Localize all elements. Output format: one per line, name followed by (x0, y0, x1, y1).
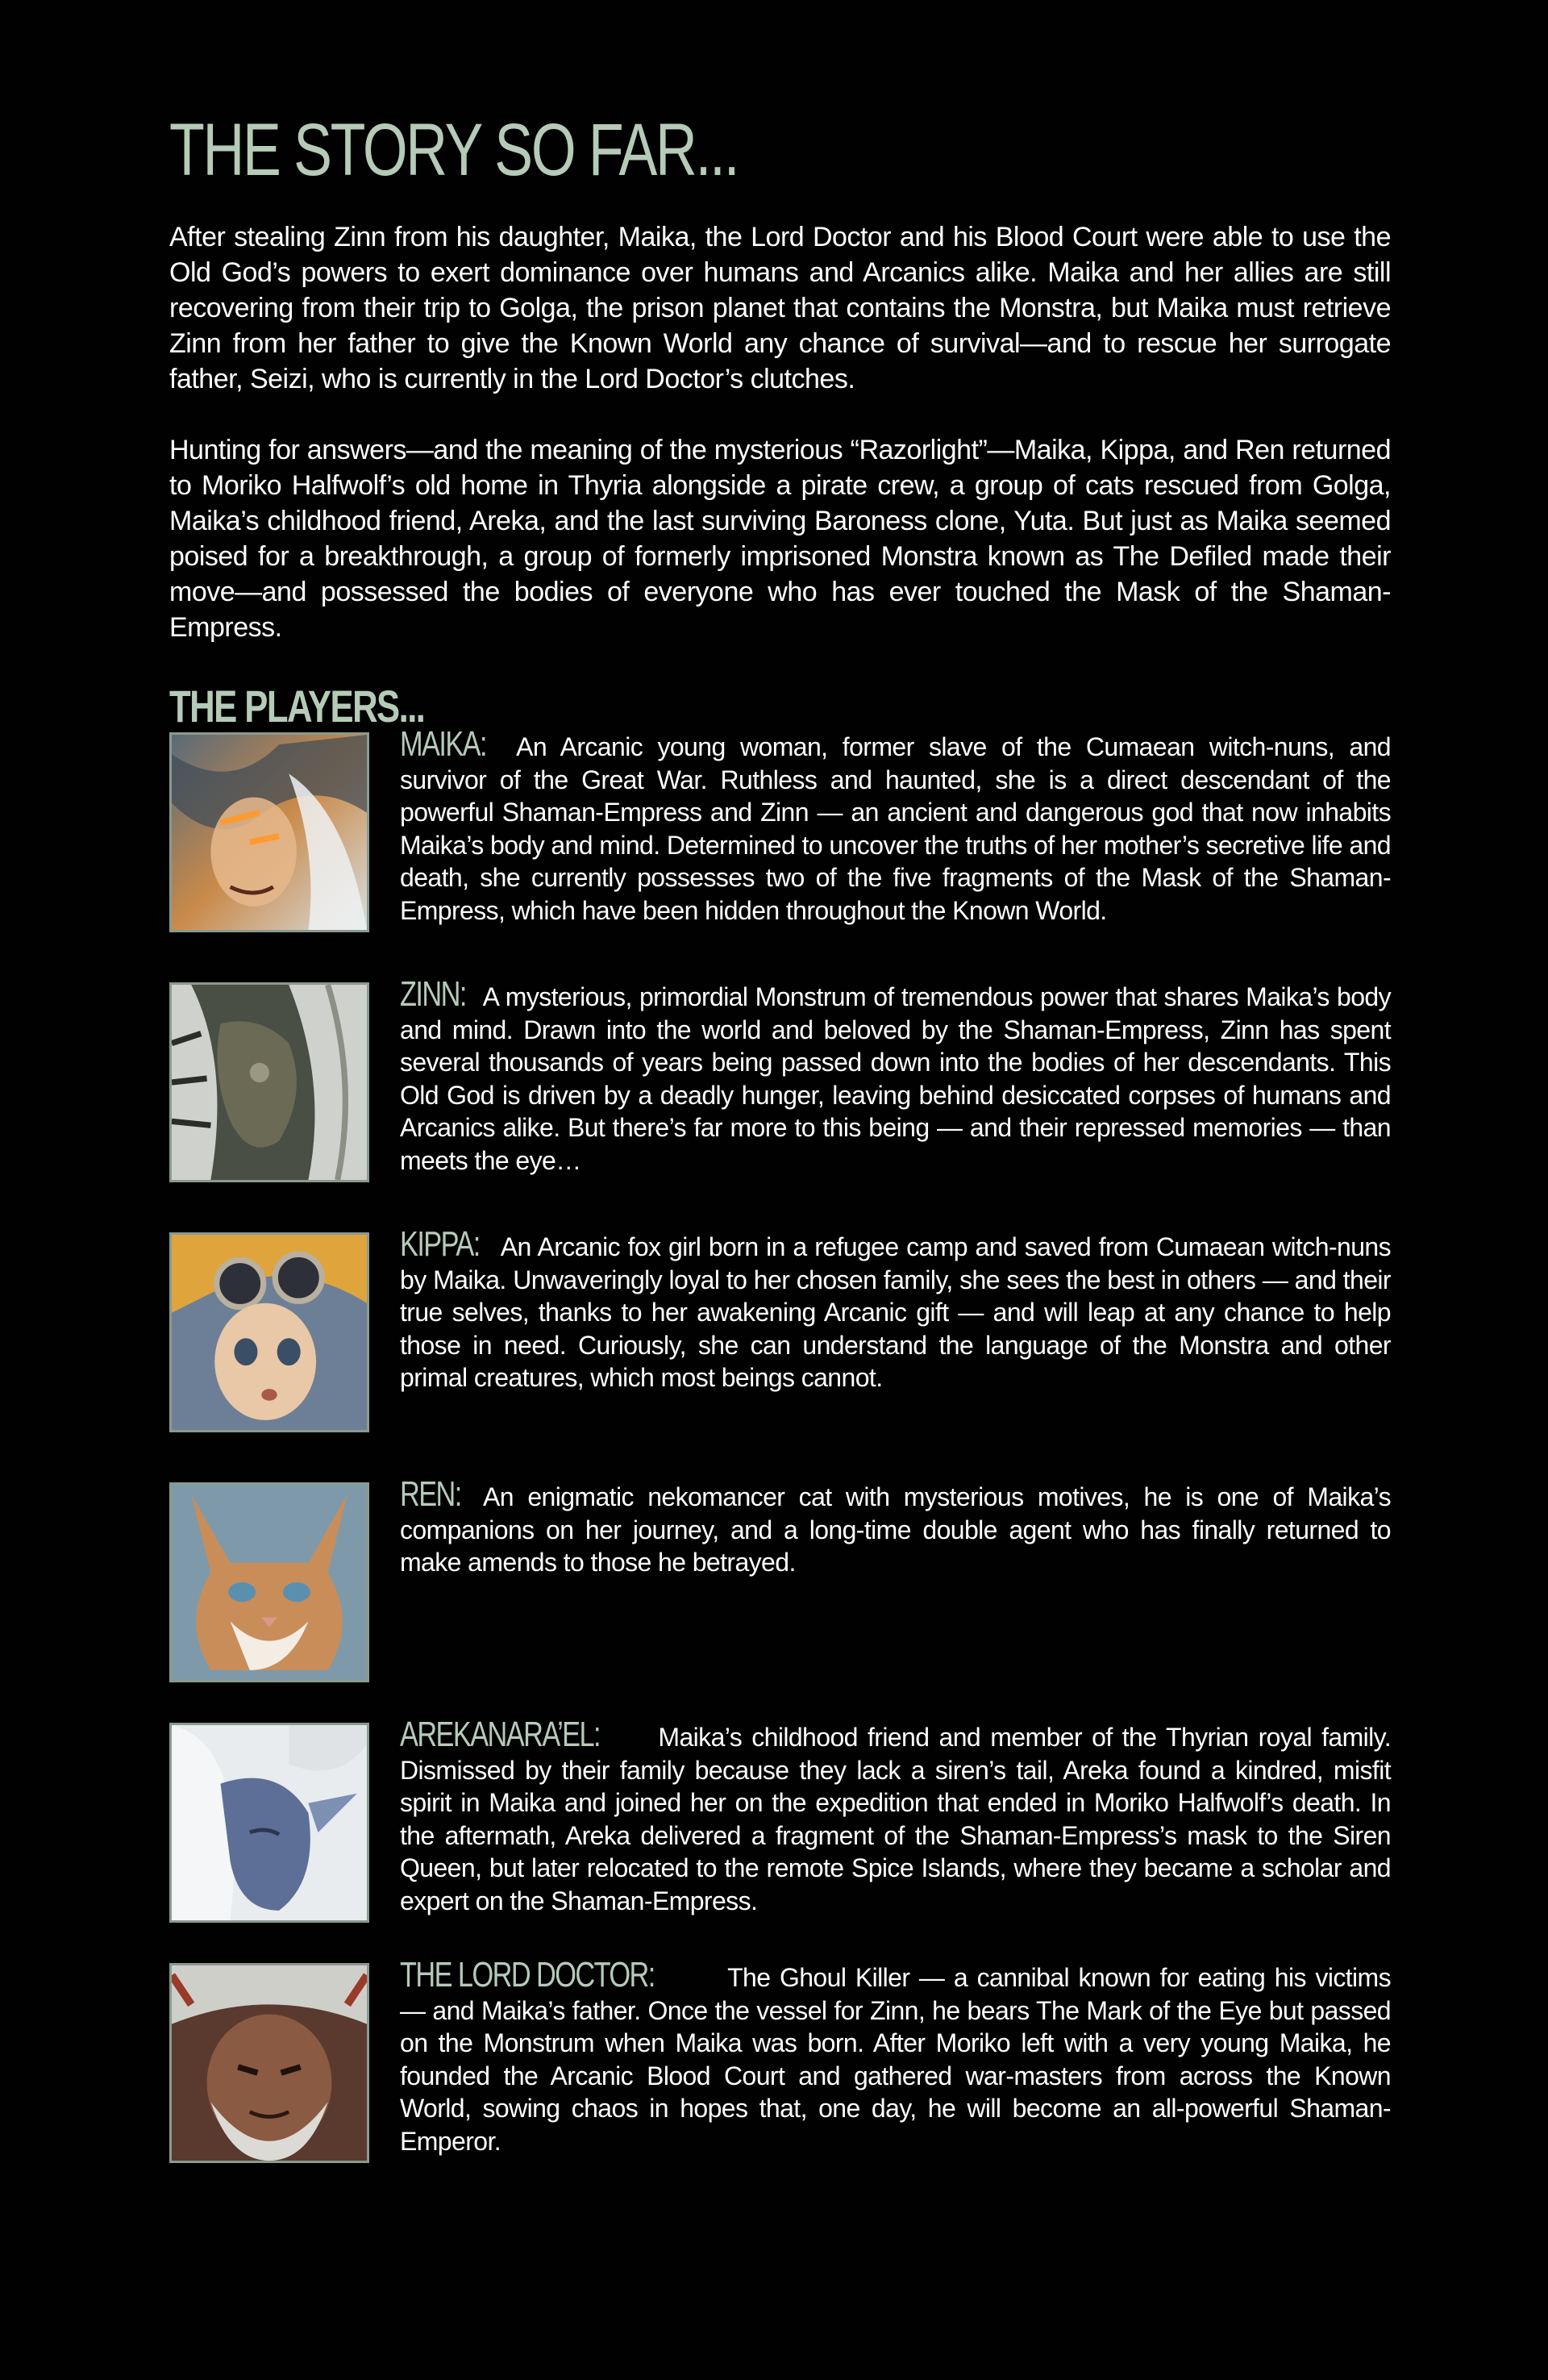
kippa-description: An Arcanic fox girl born in a refugee camp and saved from Cumaean witch-nuns by Maika. Unwaveringly loyal to her chosen family, she sees the best in others — and their true selves, thanks to her awakening Arcanic gift — and will leap at any chance to help those in need. Curiously, she can understand the language of the Monstra and other primal creatures, which most beings cannot. (400, 1232, 1391, 1392)
arekanarael-name: AREKANARA’EL: (400, 1715, 601, 1754)
maika-bio (400, 724, 1391, 927)
arekanarael-portrait (169, 1723, 369, 1923)
ren-portrait-image (172, 1485, 367, 1680)
maika-portrait (169, 732, 369, 932)
page-title: THE STORY SO FAR... (169, 109, 739, 191)
story-page (169, 109, 1391, 766)
kippa-portrait (169, 1232, 369, 1432)
arekanarael-bio (400, 1715, 1391, 1917)
lord-doctor-name: THE LORD DOCTOR: (400, 1955, 655, 1994)
kippa-portrait-image (172, 1235, 367, 1430)
zinn-name: ZINN: (400, 974, 466, 1014)
zinn-bio (400, 974, 1391, 1177)
arekanarael-portrait-image (172, 1725, 367, 1920)
arekanarael-description: Maika’s childhood friend and member of the Thyrian royal family. Dismissed by their family because they lack a siren’s tail, Areka found a kindred, misfit spirit in Maika and joined her on the expedition that ended in Moriko Halfwolf’s death. In the aftermath, Areka delivered a fragment of the Shaman-Empress’s mask to the Siren Queen, but later relocated to the remote Spice Islands, where they became a scholar and expert on the Shaman-Empress. (400, 1723, 1391, 1915)
zinn-portrait-image (172, 985, 367, 1180)
lord-doctor-portrait (169, 1963, 369, 2163)
kippa-bio (400, 1224, 1391, 1394)
lord-doctor-description: The Ghoul Killer — a cannibal known for eating his victims — and Maika’s father. Once the vessel for Zinn, he bears The Mark of the Eye but passed on the Monstrum when Maika was born. After Moriko left with a very young Maika, he founded the Arcanic Blood Court and gathered war-masters from across the Known World, sowing chaos in hopes that, one day, he will become an all-powerful Shaman-Emperor. (400, 1963, 1391, 2156)
players-heading: THE PLAYERS... (169, 681, 425, 732)
ren-name: REN: (400, 1474, 461, 1514)
ren-bio (400, 1474, 1391, 1579)
lord-doctor-bio (400, 1955, 1391, 2157)
story-paragraph: Hunting for answers—and the meaning of the mysterious “Razorlight”—Maika, Kippa, and Ren returned to Moriko Halfwolf’s old home in Thyria alongside a pirate crew, a group of cats rescued from Golga, Maika’s childhood friend, Areka, and the last surviving Baroness clone, Yuta. But just as Maika seemed poised for a breakthrough, a group of formerly imprisoned Monstra known as The Defiled made their move—and possessed the bodies of everyone who has ever touched the Mask of the Shaman-Empress. (169, 435, 1391, 643)
maika-portrait-image (172, 735, 367, 930)
story-paragraph: After stealing Zinn from his daughter, Maika, the Lord Doctor and his Blood Court were able to use the Old God’s powers to exert dominance over humans and Arcanics alike. Maika and her allies are still recovering from their trip to Golga, the prison planet that contains the Monstra, but Maika must retrieve Zinn from her father to give the Known World any chance of survival—and to rescue her surrogate father, Seizi, who is currently in the Lord Doctor’s clutches. (169, 222, 1391, 394)
maika-description: An Arcanic young woman, former slave of the Cumaean witch-nuns, and survivor of the Great War. Ruthless and haunted, she is a direct descendant of the powerful Shaman-Empress and Zinn — an ancient and dangerous god that now inhabits Maika’s body and mind. Determined to uncover the truths of her mother’s secretive life and death, she currently possesses two of the five fragments of the Mask of the Shaman-Empress, which have been hidden throughout the Known World. (400, 732, 1391, 925)
lord-doctor-portrait-image (172, 1965, 367, 2161)
zinn-portrait (169, 982, 369, 1182)
kippa-name: KIPPA: (400, 1224, 480, 1264)
maika-name: MAIKA: (400, 724, 486, 764)
story-summary (169, 219, 1391, 645)
ren-description: An enigmatic nekomancer cat with mysterious motives, he is one of Maika’s companions on her journey, and a long-time double agent who has finally returned to make amends to those he betrayed. (400, 1482, 1391, 1577)
zinn-description: A mysterious, primordial Monstrum of tremendous power that shares Maika’s body and mind. Drawn into the world and beloved by the Shaman-Empress, Zinn has spent several thousands of years being passed down into the bodies of her descendants. This Old God is driven by a deadly hunger, leaving behind desiccated corpses of humans and Arcanics alike. But there’s far more to this being — and their repressed memories — than meets the eye… (400, 982, 1391, 1175)
ren-portrait (169, 1482, 369, 1682)
